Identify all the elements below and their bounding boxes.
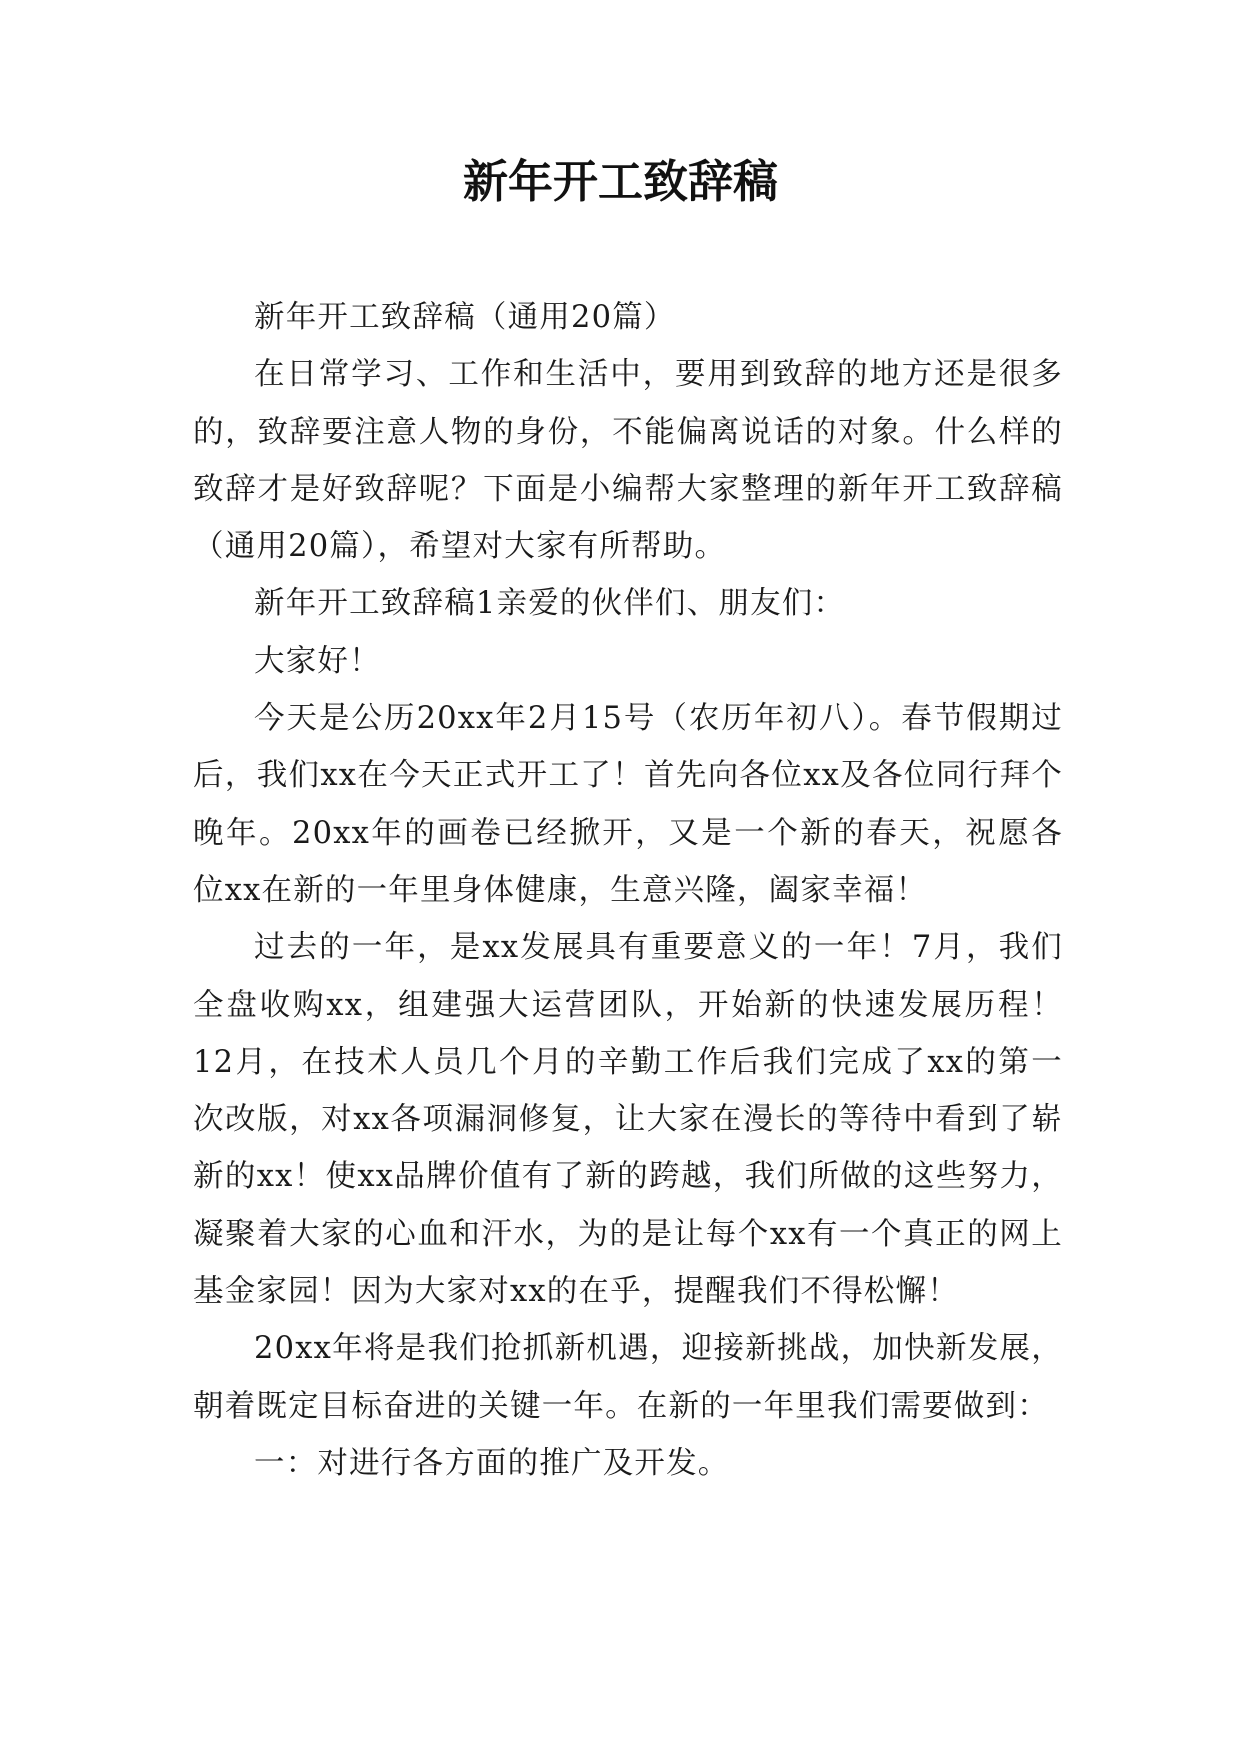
paragraph-heading: 新年开工致辞稿（通用20篇） [254,300,676,335]
paragraph-salutation: 新年开工致辞稿1亲爱的伙伴们、朋友们： [254,586,846,622]
paragraph-outlook: 20xx年将是我们抢抓新机遇，迎接新挑战，加快新发展，朝着既定目标奋进的关键一年。在新的一年里我们需要做到： [193,1331,1063,1424]
paragraph-greeting: 大家好！ [254,643,381,679]
paragraph-item-one: 一：对进行各方面的推广及开发。 [254,1445,730,1481]
paragraph-review: 过去的一年，是xx发展具有重要意义的一年！7月，我们全盘收购xx，组建强大运营团队，开始新的快速发展历程！12月，在技术人员几个月的辛勤工作后我们完成了xx的第一次改版，对xx各项漏洞修复，让大家在漫长的等待中看到了崭新的xx！使xx品牌价值有了新的跨越，我们所做的这些努力，凝聚着大家的心血和汗水，为的是让每个xx有一个真正的网上基金家园！因为大家对xx的在乎，提醒我们不得松懈！ [193,930,1063,1310]
paragraph-intro: 在日常学习、工作和生活中，要用到致辞的地方还是很多的，致辞要注意人物的身份，不能偏离说话的对象。什么样的致辞才是好致辞呢？下面是小编帮大家整理的新年开工致辞稿（通用20篇），希望对大家有所帮助。 [193,357,1063,565]
paragraph-opening: 今天是公历20xx年2月15号（农历年初八）。春节假期过后，我们xx在今天正式开工了！首先向各位xx及各位同行拜个晚年。20xx年的画卷已经掀开，又是一个新的春天，祝愿各位xx在新的一年里身体健康，生意兴隆，阖家幸福！ [193,701,1063,908]
document-body [193,289,1063,1492]
page-title: 新年开工致辞稿 [462,155,778,208]
